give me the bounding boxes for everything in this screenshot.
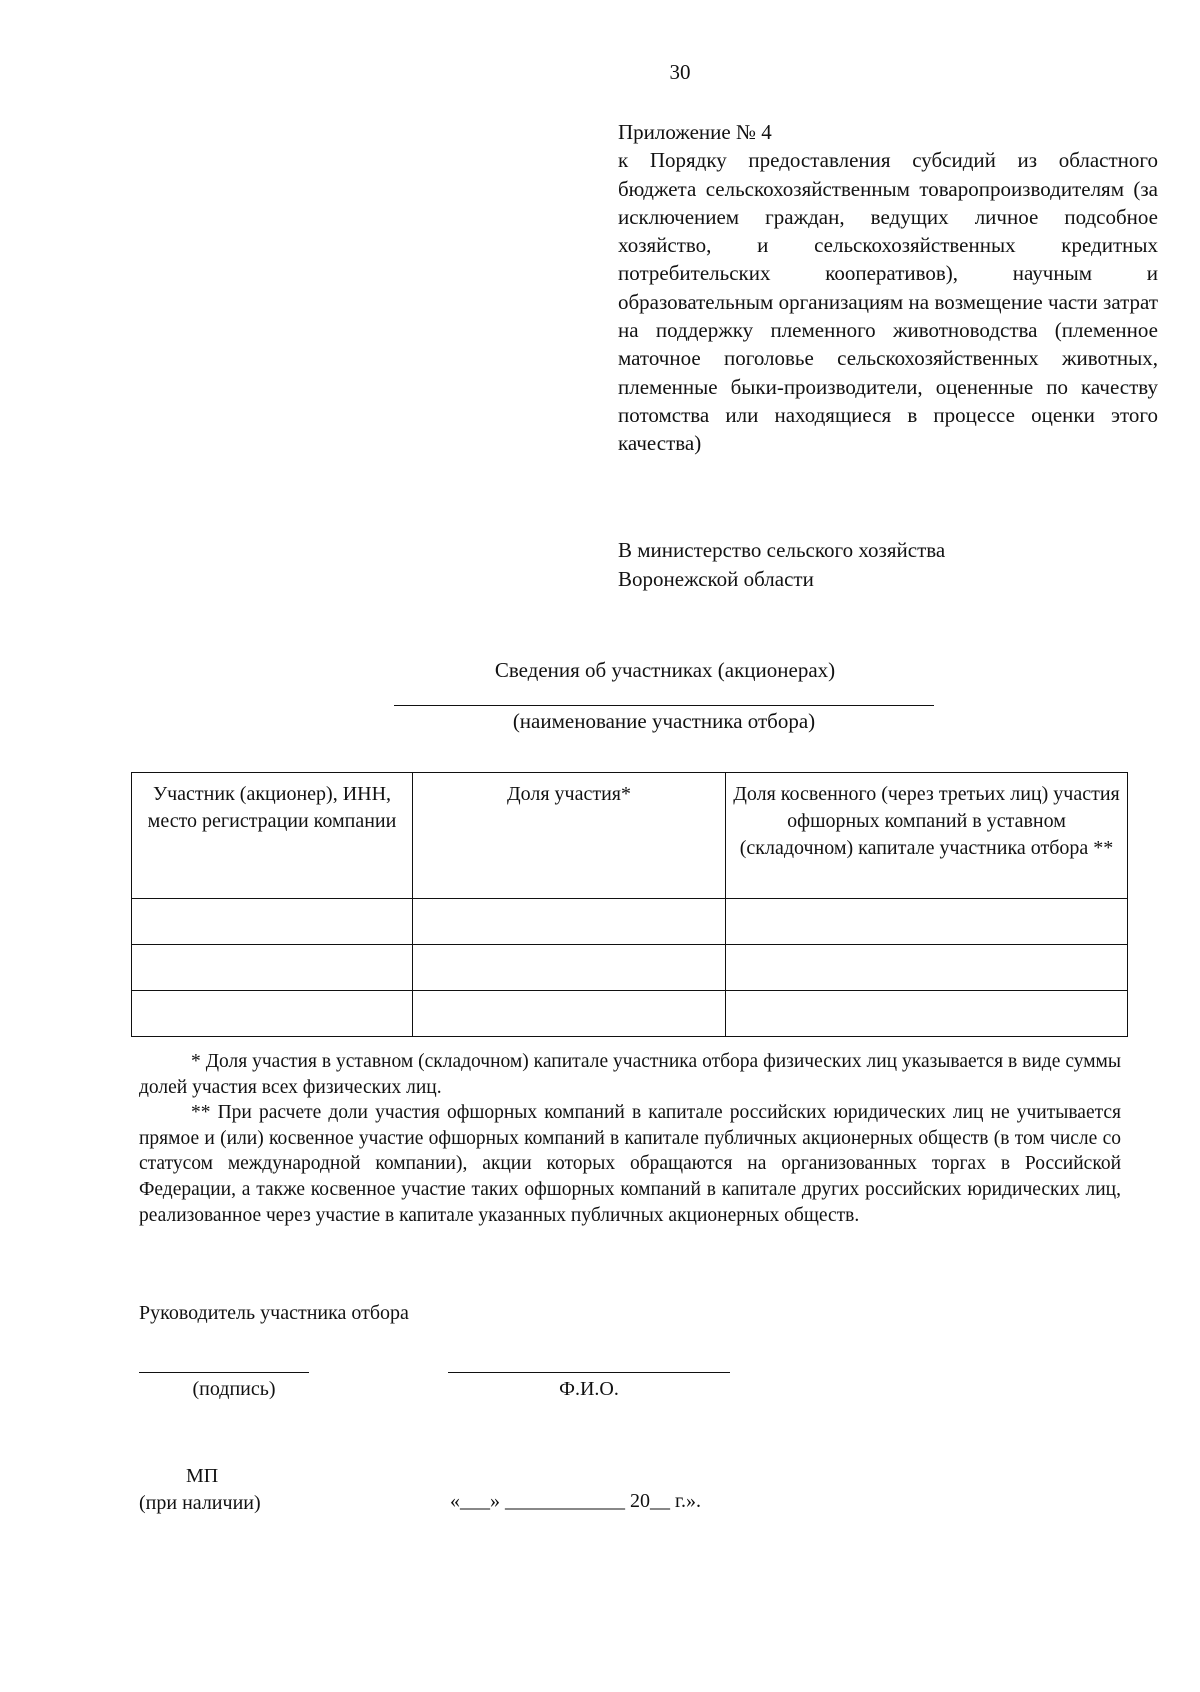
table-cell[interactable] xyxy=(726,899,1128,945)
table-row xyxy=(132,991,1128,1037)
page-number: 30 xyxy=(669,60,691,84)
table-row xyxy=(132,945,1128,991)
footnote-1: * Доля участия в уставном (складочном) капитале участника отбора физических лиц указывается в виде суммы долей участия всех физических лиц. xyxy=(139,1051,1121,1098)
table-cell[interactable] xyxy=(413,899,726,945)
table-cell[interactable] xyxy=(726,991,1128,1037)
stamp-note: (при наличии) xyxy=(139,1492,261,1514)
appendix-text: к Порядку предоставления субсидий из областного бюджета сельскохозяйственным товаропроизводителям (за исключением граждан, ведущих личное подсобное хозяйство, и сельскохозяйственных кредитных потребительских кооперативов), научным и образовательным организациям на возмещение части затрат на поддержку племенного животноводства (племенное маточное поголовье сельскохозяйственных животных, племенные быки-производители, оцененные по качеству потомства или находящиеся в процессе оценки этого качества) xyxy=(618,148,1158,456)
table-cell[interactable] xyxy=(132,991,413,1037)
appendix-title: Приложение № 4 xyxy=(618,120,772,144)
addressee-block xyxy=(618,536,945,594)
signature-caption: (подпись) xyxy=(192,1378,276,1400)
table-cell[interactable] xyxy=(132,899,413,945)
participant-name-caption: (наименование участника отбора) xyxy=(512,709,816,733)
header-offshore-share: Доля косвенного (через третьих лиц) участия офшорных компаний в уставном (складочном) капитале участника отбора ** xyxy=(726,773,1128,899)
footnote-2: ** При расчете доли участия офшорных компаний в капитале российских юридических лиц не учитывается прямое и (или) косвенное участие офшорных компаний в капитале публичных акционерных обществ (в том числе со статусом международной компании), акции которых обращаются на организованных торгах в Российской Федерации, а также косвенное участие таких офшорных компаний в капитале других российских юридических лиц, реализованное через участие в капитале указанных публичных акционерных обществ. xyxy=(139,1102,1121,1226)
addressee-line-2: Воронежской области xyxy=(618,567,814,591)
head-label: Руководитель участника отбора xyxy=(139,1302,409,1324)
table-row xyxy=(132,899,1128,945)
table-cell[interactable] xyxy=(413,991,726,1037)
addressee-line-1: В министерство сельского хозяйства xyxy=(618,538,946,562)
footnotes xyxy=(139,1049,1121,1228)
date-line[interactable]: «___» ____________ 20__ г.». xyxy=(450,1490,701,1512)
stamp-label: МП xyxy=(186,1465,219,1487)
appendix-block xyxy=(618,118,1158,458)
table-cell[interactable] xyxy=(132,945,413,991)
participants-table xyxy=(131,772,1128,1037)
table-header-row xyxy=(132,773,1128,899)
header-share: Доля участия* xyxy=(413,773,726,899)
table-cell[interactable] xyxy=(726,945,1128,991)
participant-name-line[interactable] xyxy=(394,705,934,706)
section-title: Сведения об участниках (акционерах) xyxy=(494,658,836,682)
full-name-line[interactable] xyxy=(448,1372,730,1373)
table-cell[interactable] xyxy=(413,945,726,991)
signature-line[interactable] xyxy=(139,1372,309,1373)
full-name-caption: Ф.И.О. xyxy=(559,1378,619,1400)
header-participant: Участник (акционер), ИНН, место регистрации компании xyxy=(132,773,413,899)
